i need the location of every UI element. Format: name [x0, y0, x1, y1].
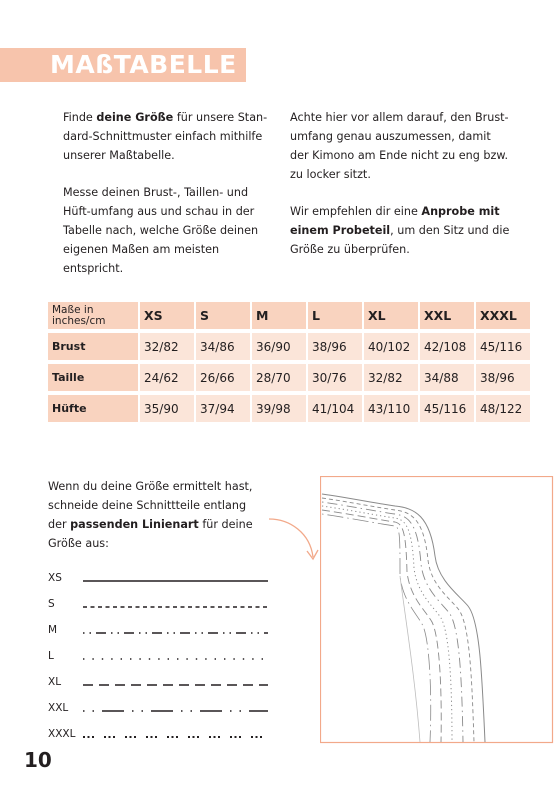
text: für unsere Stan-dard-Schnittmuster einfach mithilfe unserer Maßtabelle.	[63, 111, 268, 162]
table-cell: 45/116	[420, 395, 474, 422]
legend-row	[48, 650, 278, 670]
table-cell: 48/122	[476, 395, 530, 422]
dot-groups-line-sample	[83, 734, 273, 740]
table-cell: 38/96	[476, 364, 530, 391]
legend-size-label: S	[48, 598, 55, 610]
text: Finde	[63, 111, 97, 124]
table-cell: 32/82	[140, 333, 194, 360]
legend-row	[48, 676, 278, 696]
intro-paragraph: Messe deinen Brust-, Taillen- und Hüft-umfang aus und schau in der Tabelle nach, welche Größe deinen eigenen Maßen am meisten entspricht.	[63, 186, 259, 275]
table-cell: 26/66	[196, 364, 250, 391]
dotted-line-sample	[83, 656, 273, 662]
legend-row	[48, 728, 278, 748]
text: Wir empfehlen dir eine	[290, 205, 422, 218]
size-header: XXL	[420, 302, 474, 329]
intro-column-left	[63, 108, 268, 296]
dash-dot-line-sample	[83, 630, 273, 636]
size-header: XXXL	[476, 302, 530, 329]
table-cell: 40/102	[364, 333, 418, 360]
intro-paragraph	[290, 202, 510, 259]
text: für deine Größe aus:	[48, 518, 253, 550]
table-cell: 35/90	[140, 395, 194, 422]
bold-text: Anprobe mit einem Probeteil	[290, 205, 500, 237]
table-cell: 45/116	[476, 333, 530, 360]
legend-row	[48, 572, 278, 592]
legend-row	[48, 598, 278, 618]
table-cell: 43/110	[364, 395, 418, 422]
text: Wenn du deine Größe ermittelt hast, schneide deine Schnittteile entlang der	[48, 480, 253, 531]
legend-row	[48, 624, 278, 644]
table-header-row	[48, 302, 530, 329]
table-cell: 24/62	[140, 364, 194, 391]
table-cell: 36/90	[252, 333, 306, 360]
legend-size-label: XS	[48, 572, 62, 584]
table-row	[48, 364, 530, 391]
row-label: Hüfte	[48, 395, 138, 422]
size-header: XL	[364, 302, 418, 329]
row-label: Taille	[48, 364, 138, 391]
pattern-illustration	[320, 476, 554, 744]
table-cell: 34/86	[196, 333, 250, 360]
row-label: Brust	[48, 333, 138, 360]
long-dash-line-sample	[83, 682, 273, 688]
table-cell: 41/104	[308, 395, 362, 422]
page-number: 10	[24, 748, 52, 772]
table-corner-label: Maße in inches/cm	[48, 302, 138, 329]
intro-paragraph	[63, 108, 268, 165]
table-cell: 37/94	[196, 395, 250, 422]
solid-line-sample	[83, 578, 273, 584]
table-row	[48, 333, 530, 360]
table-cell: 42/108	[420, 333, 474, 360]
legend-size-label: L	[48, 650, 54, 662]
table-cell: 30/76	[308, 364, 362, 391]
legend-size-label: XXXL	[48, 728, 76, 740]
legend-size-label: XXL	[48, 702, 69, 714]
table-cell: 34/88	[420, 364, 474, 391]
table-cell: 28/70	[252, 364, 306, 391]
size-header: M	[252, 302, 306, 329]
legend-size-label: XL	[48, 676, 62, 688]
page-title: MAßTABELLE	[50, 50, 237, 79]
bold-text: passenden Linienart	[70, 518, 199, 531]
line-type-intro	[48, 477, 268, 553]
intro-column-right	[290, 108, 510, 277]
dashed-line-sample	[83, 604, 273, 610]
size-header: L	[308, 302, 362, 329]
legend-size-label: M	[48, 624, 58, 636]
table-cell: 32/82	[364, 364, 418, 391]
legend-row	[48, 702, 278, 722]
size-header: XS	[140, 302, 194, 329]
text: , um den Sitz und die Größe zu überprüfen.	[290, 224, 510, 256]
table-row	[48, 395, 530, 422]
size-header: S	[196, 302, 250, 329]
arrow-icon	[265, 515, 325, 570]
table-cell: 38/96	[308, 333, 362, 360]
intro-paragraph: Achte hier vor allem darauf, den Brust-umfang genau auszumessen, damit der Kimono am Ende nicht zu eng bzw. zu locker sitzt.	[290, 111, 509, 181]
dot-long-dash-line-sample	[83, 708, 273, 714]
size-table	[46, 298, 532, 426]
table-cell: 39/98	[252, 395, 306, 422]
bold-text: deine Größe	[96, 111, 174, 124]
